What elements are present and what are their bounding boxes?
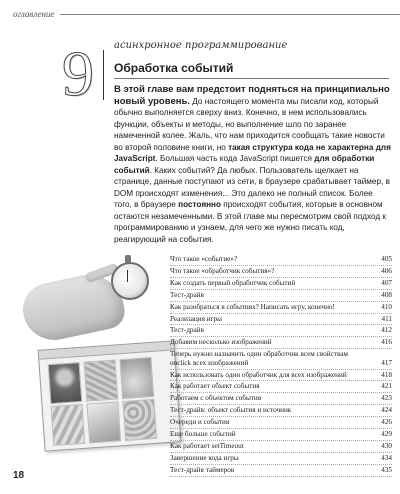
chapter-title: Обработка событий (114, 61, 234, 75)
section-label: оглавление (13, 9, 55, 19)
toc-entry[interactable] (170, 290, 392, 302)
toc-entry[interactable] (170, 429, 392, 441)
intro-text-2: . Большая часть кода JavaScript пишется (155, 154, 315, 163)
image-thumbnail (86, 401, 121, 443)
toc-entry[interactable] (170, 349, 392, 369)
browser-toolbar (39, 341, 174, 359)
toc-entry[interactable] (170, 266, 392, 278)
toc-entry[interactable] (170, 417, 392, 429)
toc-entry-page: 421 (381, 382, 392, 391)
toc-entry-title: Как работает объект события (170, 382, 260, 391)
toc-entry-page: 430 (381, 442, 392, 450)
toc-entry[interactable] (170, 465, 392, 477)
toc-entry-page: 416 (381, 338, 392, 347)
toc-entry[interactable] (170, 254, 392, 266)
toc-entry-page: 435 (381, 465, 392, 474)
toc-entry-title: Тест-драйв: объект события и источник (170, 406, 292, 415)
toc-entry-page: 412 (381, 326, 392, 335)
toc-entry-title: Теперь нужно назначить один обработчик всем свойствам onclick всех изображений (170, 350, 348, 367)
header-rule (60, 14, 400, 15)
toc-entry-title: Реализация игры (170, 314, 222, 323)
toc-entry-page: 424 (381, 406, 392, 415)
toc-entry[interactable] (170, 441, 392, 453)
toc-entry-title: Что такое «обработчик события»? (170, 266, 275, 275)
toc-entry[interactable] (170, 278, 392, 290)
chapter-handwritten-title: асинхронное программирование (114, 40, 288, 51)
toc-entry-page: 429 (381, 430, 392, 439)
toc-entry-title: Как работает setTimeout (170, 442, 244, 450)
toc-entry-title: Очереди и события (170, 418, 230, 427)
chapter-number: 9 (62, 38, 94, 109)
toc-entry-page: 405 (381, 255, 392, 263)
toc-entry-title: Тест-драйв таймеров (170, 465, 235, 474)
toc-entry-page: 418 (381, 370, 392, 379)
intro-text-1: До настоящего момента мы писали код, который обычно выполняется сверху вниз. Конечно, в нем использовались функции, объекты и методы, но выполнение шло по заранее намеченной колее. Жаль, что нам приходится сообщать такие новости во второй половине книги, но (114, 96, 385, 152)
title-rule (114, 78, 389, 79)
toc-entry[interactable] (170, 302, 392, 314)
image-thumbnail (122, 399, 157, 441)
toc-entry-title: Завершение кода игры (170, 453, 239, 462)
toc-entry[interactable] (170, 381, 392, 393)
toc-entry-title: Что такое «событие»? (170, 255, 238, 263)
toc-entry-page: 406 (381, 266, 392, 275)
image-thumbnail (51, 404, 86, 446)
toc-entry[interactable] (170, 325, 392, 337)
image-thumbnail (119, 357, 154, 399)
toc-entry-title: Работаем с объектом события (170, 394, 262, 403)
image-thumbnail (84, 359, 119, 401)
toc-entry-page: 407 (381, 278, 392, 287)
toc-entry[interactable] (170, 453, 392, 465)
toc-entry-page: 410 (381, 302, 392, 311)
intro-bold-2: для обработки событий (114, 154, 375, 175)
chapter-divider (103, 50, 104, 100)
chapter-intro (114, 84, 391, 245)
toc-entry-page: 426 (381, 418, 392, 427)
toc-entry[interactable] (170, 405, 392, 417)
toc-entry-title: Еще больше событий (170, 430, 236, 439)
toc-entry[interactable] (170, 370, 392, 382)
stopwatch-hand (127, 270, 128, 282)
toc-entry-page: 417 (381, 358, 392, 367)
toc-entry-title: Как разобраться в событиях? Написать игру, конечно! (170, 302, 335, 311)
toc-entry[interactable] (170, 337, 392, 349)
intro-lead: В этой главе вам предстоит подняться на принципиально новый уровень. (114, 84, 390, 107)
toc-entry-page: 408 (381, 290, 392, 299)
intro-bold-1: такая структура кода не характерна для JavaScript (114, 142, 391, 163)
table-of-contents (170, 254, 392, 477)
intro-bold-3: постоянно (178, 200, 221, 209)
image-thumbnail (48, 362, 83, 404)
toc-entry-page: 434 (381, 453, 392, 462)
toc-entry[interactable] (170, 393, 392, 405)
toc-entry-page: 411 (381, 314, 392, 323)
toc-entry-title: Как использовать один обработчик для всех изображений (170, 370, 347, 379)
page-number: 18 (13, 470, 25, 481)
intro-text-4: происходят события, которые в основном остаются незамеченными. В этой главе мы пересмотрим свой подход к программированию и узнаем, для чего же нужно писать код, реагирующий на события. (114, 200, 387, 244)
toc-entry-title: Добавим несколько изображений (170, 338, 272, 347)
stopwatch-icon (111, 262, 149, 300)
toc-entry-title: Тест-драйв (170, 326, 204, 335)
toc-entry-page: 423 (381, 394, 392, 403)
toc-entry[interactable] (170, 314, 392, 326)
browser-window-image (38, 340, 182, 451)
toc-entry-title: Тест-драйв (170, 290, 204, 299)
chapter-illustration (15, 250, 175, 450)
intro-text-3: . Каких событий? Да любых. Пользователь щелкает на странице, данные поступают из сети, в браузере срабатывает таймер, в DOM происходят изменения... Это далеко не полный список. Более того, в браузере (114, 165, 390, 209)
toc-entry-title: Как создать первый обработчик событий (170, 278, 296, 287)
